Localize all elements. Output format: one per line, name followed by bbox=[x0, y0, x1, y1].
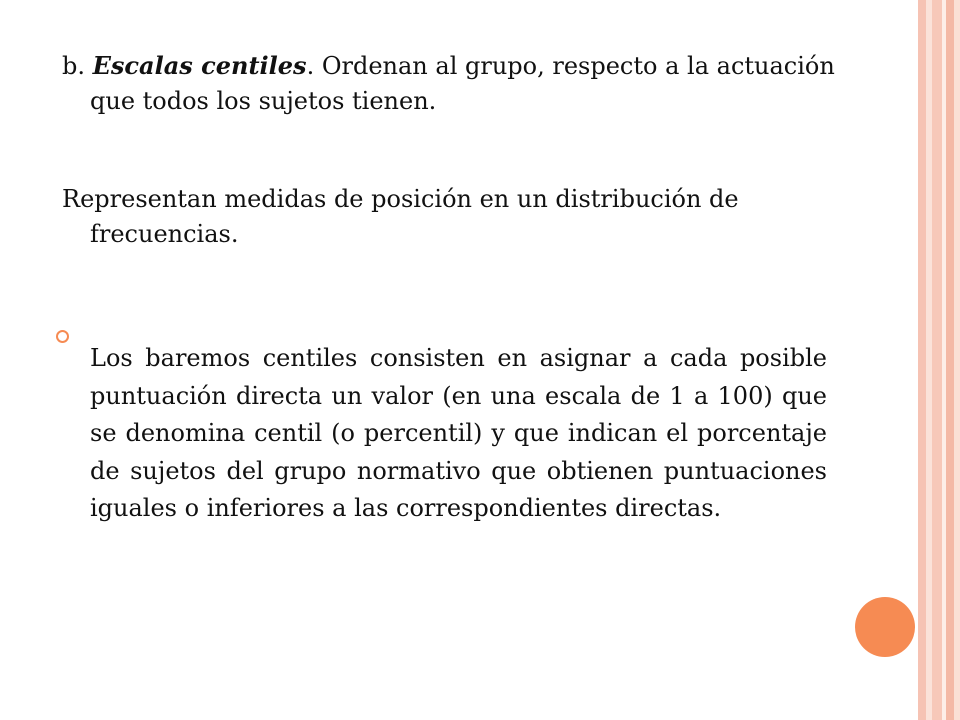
paragraph-medidas-posicion: Representan medidas de posición en un distribución de frecuencias. bbox=[62, 185, 739, 248]
bullet-paragraph-baremos: Los baremos centiles consisten en asignar a cada posible puntuación directa un valor (en una escala de 1 a 100) que se denomina centil (o percentil) y que indican el porcentaje de sujetos del grupo normativo que obtienen puntuaciones iguales o inferiores a las correspondientes directas. bbox=[90, 344, 827, 523]
paragraph-escalas-centiles bbox=[62, 48, 855, 119]
paragraph-rest: . Ordenan al grupo, respecto a la actuación que todos los sujetos tienen. bbox=[90, 52, 835, 115]
decorative-stripe bbox=[954, 0, 960, 720]
decorative-stripe bbox=[918, 0, 926, 720]
decorative-stripe bbox=[932, 0, 942, 720]
bullet-circle-icon bbox=[56, 330, 69, 343]
paragraph-prefix: b. bbox=[62, 52, 93, 80]
emphasis-term: Escalas centiles bbox=[92, 51, 307, 80]
decorative-circle bbox=[855, 597, 915, 657]
decorative-stripe bbox=[946, 0, 954, 720]
